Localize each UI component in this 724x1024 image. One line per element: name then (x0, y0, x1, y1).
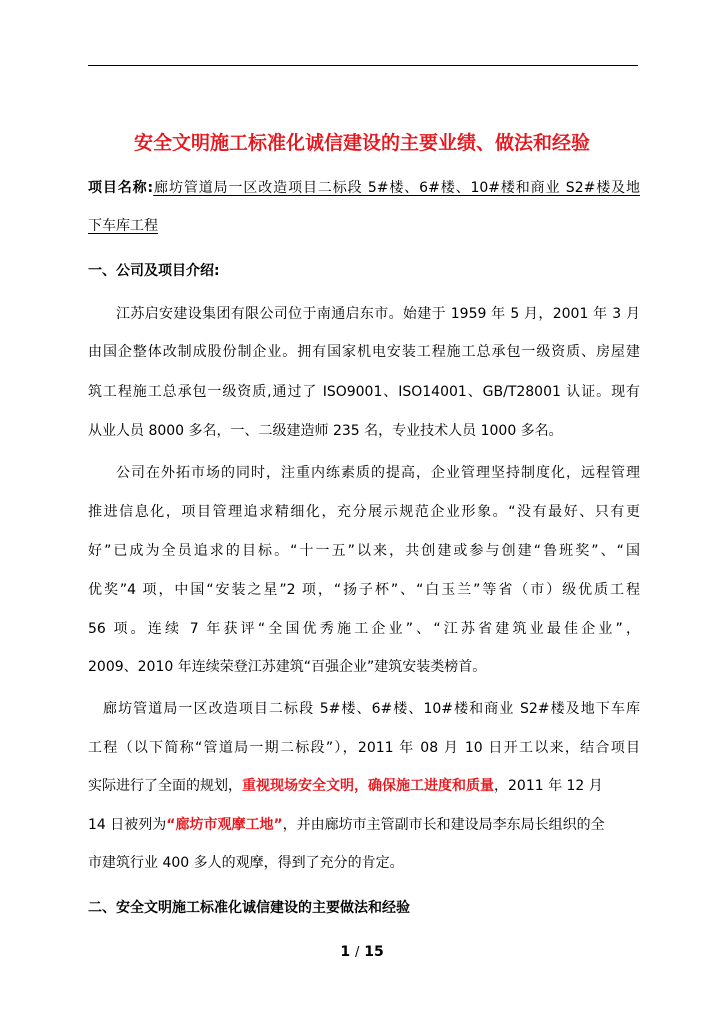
paragraph-3-text: ，并由廊坊市主管副市长和建设局李东局长组织的全 (282, 817, 605, 833)
paragraph-2-line: 2009、2010 年连续荣登江苏建筑“百强企业”建筑安装类榜首。 (88, 659, 487, 675)
page-separator: / (354, 945, 360, 960)
paragraph-1-line: 从业人员 8000 多名，一、二级建造师 235 名，专业技术人员 1000 多名。 (88, 423, 563, 439)
paragraph-3-line (88, 815, 640, 835)
project-label: 项目名称: (88, 180, 154, 196)
paragraph-2-line: 好”已成为全员追求的目标。“十一五”以来，共创建或参与创建“鲁班奖”、“国 (88, 543, 640, 559)
paragraph-3-text: ，2011 年 12 月 (494, 778, 603, 794)
paragraph-3-line: 廊坊管道局一区改造项目二标段 5#楼、6#楼、10#楼和商业 S2#楼及地下车库 (103, 701, 640, 717)
document-title: 安全文明施工标准化诚信建设的主要业绩、做法和经验 (133, 132, 590, 154)
project-name-text: 廊坊管道局一区改造项目二标段 5#楼、6#楼、10#楼和商业 S2#楼及地 (153, 180, 640, 196)
paragraph-3-line: 工程（以下简称“管道局一期二标段”），2011 年 08 月 10 日开工以来，结合项目 (88, 740, 640, 756)
page-total: 15 (364, 944, 384, 960)
page-current: 1 (340, 944, 351, 960)
project-name-line-2 (88, 216, 640, 236)
paragraph-1-line: 筑工程施工总承包一级资质,通过了 ISO9001、ISO14001、GB/T28001 认证。现有 (88, 384, 640, 400)
paragraph-2-line: 推进信息化，项目管理追求精细化，充分展示规范企业形象。“没有最好、只有更 (88, 504, 640, 520)
paragraph-1-line: 由国企整体改制成股份制企业。拥有国家机电安装工程施工总承包一级资质、房屋建 (88, 344, 640, 360)
paragraph-3-line (88, 776, 628, 796)
paragraph-3-line: 市建筑行业 400 多人的观摩，得到了充分的肯定。 (88, 855, 404, 871)
paragraph-3-text: 实际进行了全面的规划， (88, 778, 242, 794)
paragraph-3-text: 14 日被列为 (88, 817, 167, 833)
section-heading-1: 一、公司及项目介绍: (88, 263, 220, 279)
paragraph-2-line: 公司在外拓市场的同时，注重内练素质的提高，企业管理坚持制度化，远程管理 (116, 465, 640, 481)
paragraph-1-line: 江苏启安建设集团有限公司位于南通启东市。始建于 1959 年 5 月，2001 年 3 月 (116, 306, 640, 322)
header-rule (88, 65, 638, 66)
project-name-line-1 (88, 178, 640, 198)
page-number (0, 944, 724, 960)
paragraph-2-line: 56 项。连续 7 年获评“全国优秀施工企业”、“江苏省建筑业最佳企业”， (88, 621, 640, 637)
highlight-safety-text: 重视现场安全文明，确保施工进度和质量 (242, 778, 494, 794)
section-heading-2: 二、安全文明施工标准化诚信建设的主要做法和经验 (88, 900, 410, 916)
paragraph-2-line: 优奖”4 项，中国“安装之星”2 项，“扬子杯”、“白玉兰”等省（市）级优质工程 (88, 582, 640, 598)
highlight-demo-site-text: “廊坊市观摩工地” (166, 817, 283, 833)
project-name-text-continued: 下车库工程 (88, 218, 158, 234)
